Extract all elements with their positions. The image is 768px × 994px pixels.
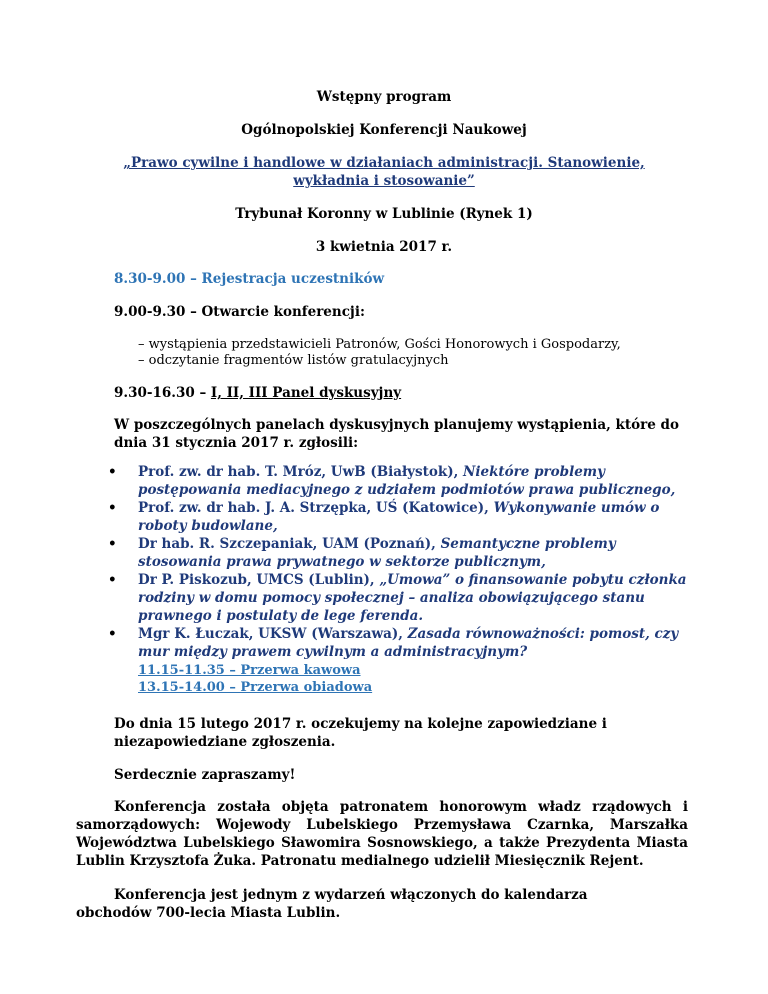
speaker-item: • Prof. zw. dr hab. T. Mróz, UwB (Białystok), Niektóre problemy postępowania mediacyjnego z udziałem podmiotów prawa publicznego, (108, 464, 676, 498)
deadline-note: Do dnia 15 lutego 2017 r. oczekujemy na kolejne zapowiedziane i niezapowiedziane zgłoszenia. (114, 716, 607, 750)
panel-intro: W poszczególnych panelach dyskusyjnych planujemy wystąpienia, które do dnia 31 stycznia 2017 r. zgłosili: (114, 417, 679, 451)
bullet-icon: • (108, 500, 117, 516)
lunch-break: 13.15-14.00 – Przerwa obiadowa (138, 680, 373, 695)
panel-time: 9.30-16.30 – (114, 385, 211, 401)
speaker-item: • Dr hab. R. Szczepaniak, UAM (Poznań), Semantyczne problemy stosowania prawa prywatnego w sektorze publicznym, (108, 536, 616, 570)
registration-slot: 8.30-9.00 – Rejestracja uczestników (114, 271, 385, 287)
bullet-icon: • (108, 626, 117, 642)
anniversary-paragraph: Konferencja jest jednym z wydarzeń włączonych do kalendarza obchodów 700-lecia Miasta Lublin. (76, 887, 588, 921)
bullet-icon: • (108, 572, 117, 588)
conference-title: „Prawo cywilne i handlowe w działaniach administracji. Stanowienie, wykładnia i stosowanie” (123, 155, 645, 189)
conference-date: 3 kwietnia 2017 r. (315, 239, 453, 255)
bullet-icon: • (108, 536, 117, 552)
opening-item-1: – wystąpienia przedstawicieli Patronów, Gości Honorowych i Gospodarzy, (138, 337, 621, 352)
speaker-item: • Mgr K. Łuczak, UKSW (Warszawa), Zasada równoważności: pomost, czy mur między prawem cywilnym a administracyjnym? (108, 626, 679, 660)
speaker-item: • Prof. zw. dr hab. J. A. Strzępka, UŚ (Katowice), Wykonywanie umów o roboty budowlane, (108, 500, 660, 534)
opening-slot: 9.00-9.30 – Otwarcie konferencji: (114, 304, 365, 320)
panel-label: I, II, III Panel dyskusyjny (210, 385, 402, 401)
patronage-paragraph: Konferencja została objęta patronatem honorowym władz rządowych i samorządowych: Wojewody Lubelskiego Przemysława Czarnka, Marszałka Województwa Lubelskiego Sławomira Sosnowskiego, a także Prezydenta Miasta Lublin Krzysztofa Żuka. Patronatu medialnego udzielił Miesięcznik Rejent. (76, 799, 688, 869)
conference-venue: Trybunał Koronny w Lublinie (Rynek 1) (235, 206, 533, 222)
speaker-item: • Dr P. Piskozub, UMCS (Lublin), „Umowa” o finansowanie pobytu członka rodziny w domu pomocy społecznej – analiza obowiązującego stanu prawnego i postulaty de lege ferenda. (108, 572, 687, 624)
break-list (138, 662, 372, 696)
speaker-list (108, 463, 688, 661)
conference-name: Ogólnopolskiej Konferencji Naukowej (241, 122, 527, 138)
opening-item-2: – odczytanie fragmentów listów gratulacyjnych (138, 353, 449, 368)
invitation: Serdecznie zapraszamy! (114, 767, 296, 783)
program-heading: Wstępny program (316, 89, 452, 105)
coffee-break: 11.15-11.35 – Przerwa kawowa (138, 663, 361, 678)
panel-slot (114, 384, 401, 402)
bullet-icon: • (108, 464, 117, 480)
